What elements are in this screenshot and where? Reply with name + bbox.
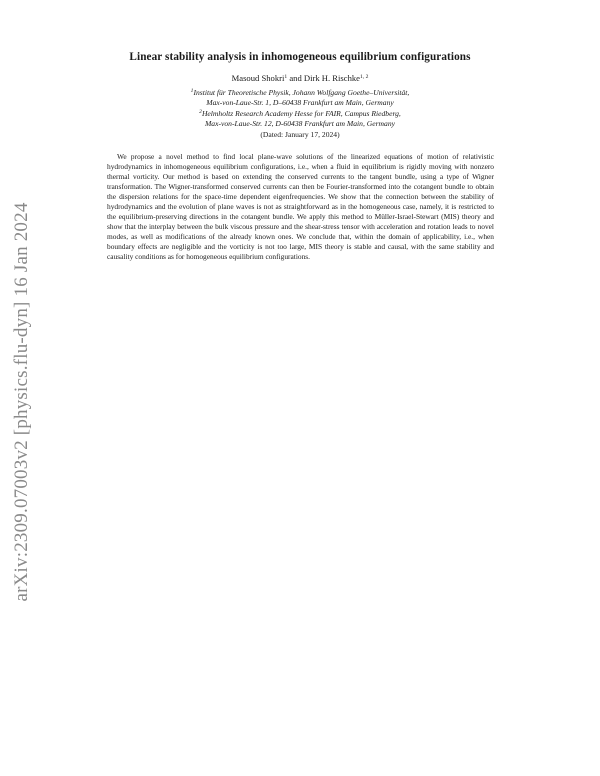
affiliation-2-line-1: $^2$Helmholtz Research Academy Hesse for FAIR, Campus Riedberg, xyxy=(199,108,401,118)
author-name: Dirk H. Rischke xyxy=(303,73,360,83)
paper-title: Linear stability analysis in inhomogeneous equilibrium configurations xyxy=(129,51,471,63)
affiliation-1-line-2: Max-von-Laue-Str. 1, D–60438 Frankfurt am Main, Germany xyxy=(206,98,394,108)
author-joiner: and xyxy=(289,73,302,83)
abstract-paragraph: We propose a novel method to find local plane-wave solutions of the linearized equations of motion of relativistic hydrodynamics in inhomogeneous equilibrium configurations, i.e., when a fluid in equilibrium is rigidly moving with nonzero thermal vorticity. Our method is based on extending the conserved currents to the tangent bundle, using a type of Wigner transformation. The Wigner-transformed conserved currents can then be Fourier-transformed into the cotangent bundle to obtain the dispersion relations for the space-time dependent eigenfrequencies. We show that the connection between the stability of hydrodynamics and the evolution of plane waves is not as straightforward as in the homogeneous case, namely, it is restricted to the equilibrium-preserving directions in the cotangent bundle. We apply this method to Müller-Israel-Stewart (MIS) theory and show that the interplay between the bulk viscous pressure and the shear-stress tensor with acceleration and rotation leads to novel modes, as well as modifications of the already known ones. We conclude that, within the domain of applicability, i.e., when boundary effects are negligible and the vorticity is not too large, MIS theory is stable and causal, with the same stability and causality conditions as for homogeneous equilibrium configurations. xyxy=(107,152,494,261)
author-affiliation-marker: 1, 2 xyxy=(360,74,369,80)
arxiv-identifier-stamp xyxy=(0,0,40,776)
author-name: Masoud Shokri xyxy=(231,73,285,83)
affiliations xyxy=(60,88,540,129)
date-line: (Dated: January 17, 2024) xyxy=(260,130,340,139)
affiliation-marker: 2 xyxy=(199,108,202,115)
author-list xyxy=(60,73,540,83)
author-affiliation-marker: 1 xyxy=(284,74,288,80)
arxiv-stamp-text: arXiv:2309.07003v2 [physics.flu-dyn] 16 Jan 2024 xyxy=(11,202,32,602)
affiliation-2-line-2: Max-von-Laue-Str. 12, D-60438 Frankfurt am Main, Germany xyxy=(204,118,396,128)
affiliation-marker: 1 xyxy=(190,88,194,94)
affiliation-1-line-1: $^1$Institut für Theoretische Physik, Johann Wolfgang Goethe–Universität, xyxy=(190,88,410,97)
